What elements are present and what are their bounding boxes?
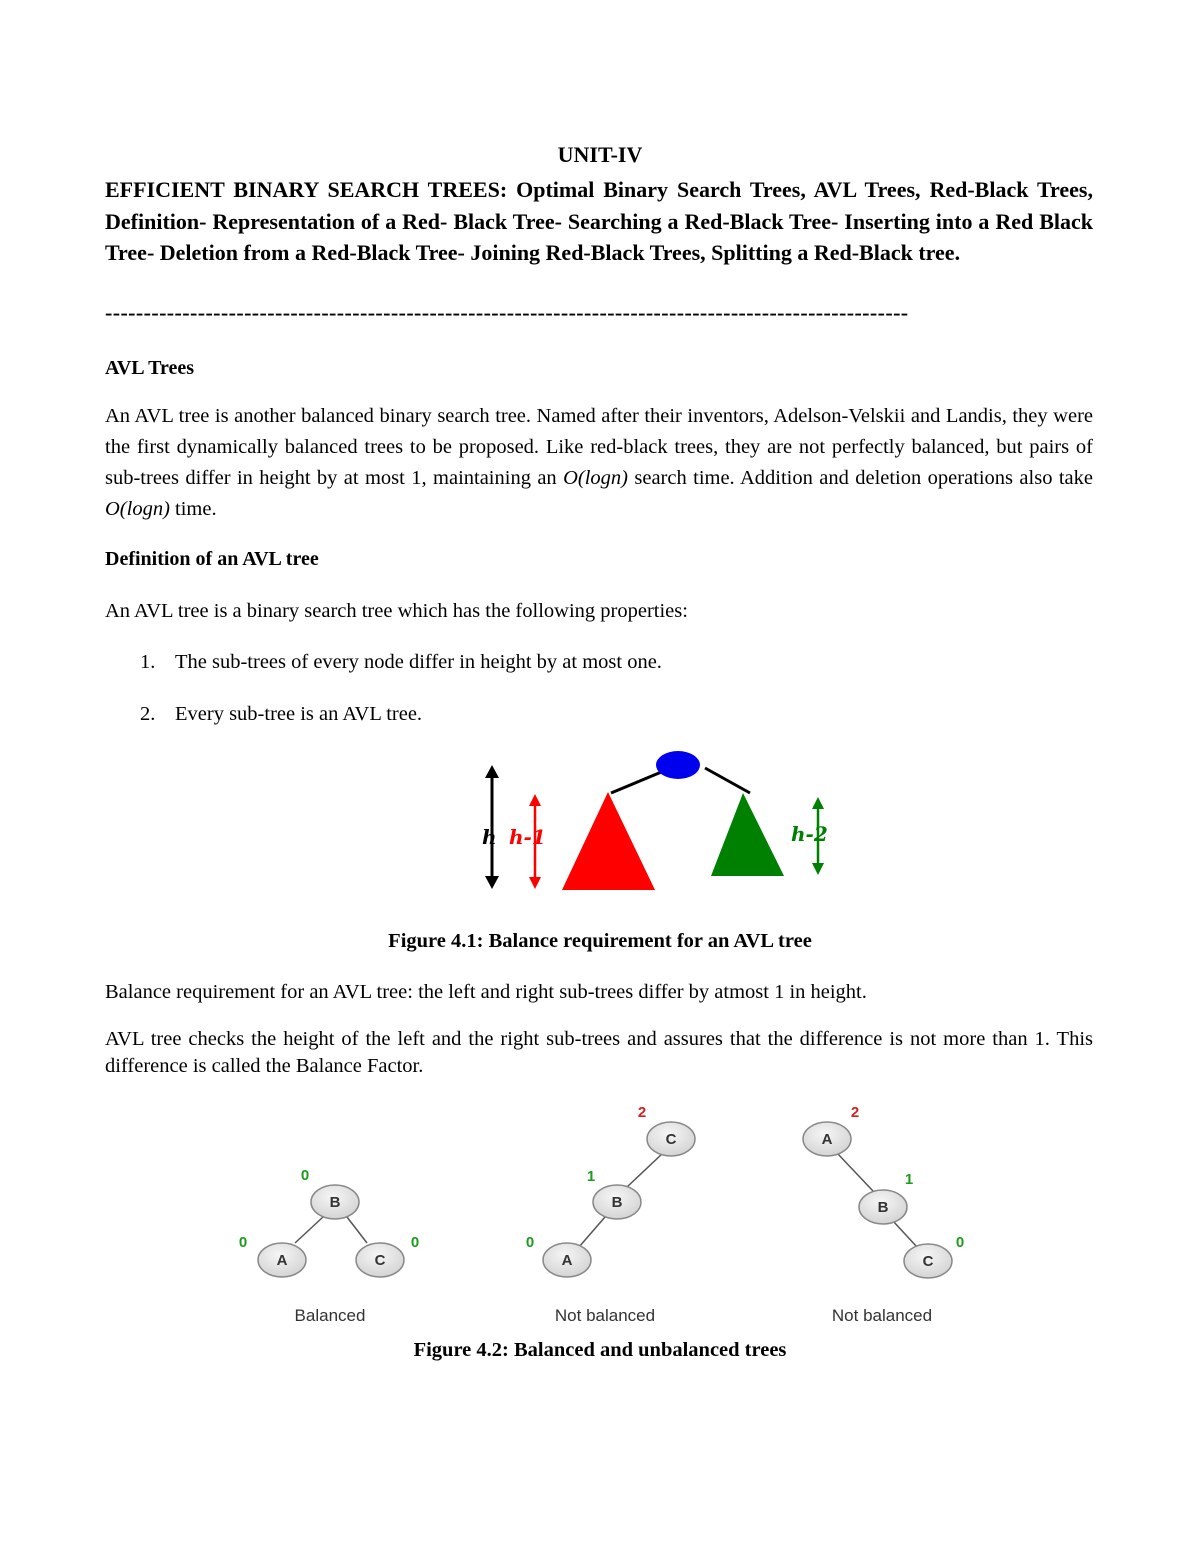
tree-caption: Balanced: [294, 1306, 366, 1325]
balance-factor-label: 1: [586, 1168, 596, 1185]
balance-factor-label: 0: [300, 1167, 310, 1184]
syllabus-paragraph: [105, 174, 1093, 269]
list-item: [140, 651, 662, 674]
root-node: [656, 751, 700, 779]
edge-right: [705, 768, 750, 793]
tree-node: [803, 1122, 851, 1156]
balance-factor-label: 2: [637, 1104, 647, 1121]
balance-factor-label: 1: [904, 1171, 914, 1188]
node-label: A: [561, 1252, 573, 1269]
tree-not-balanced-left: [526, 1104, 695, 1325]
tree-node: [311, 1185, 359, 1219]
tree-not-balanced-right: [803, 1104, 964, 1325]
section-heading-definition: Definition of an AVL tree: [105, 548, 319, 570]
tree-node: [258, 1243, 306, 1277]
balance-factor-label: 0: [238, 1234, 248, 1251]
list-item: [140, 703, 422, 726]
list-item-text: Every sub-tree is an AVL tree.: [175, 703, 423, 725]
figure-2-caption: Figure 4.2: Balanced and unbalanced trees: [413, 1339, 787, 1361]
separator-line: --------------------------------------------------------------------------------------------------------: [105, 300, 909, 325]
figure-balanced-unbalanced-trees: [225, 1095, 985, 1330]
syllabus-body: Optimal Binary Search Trees, AVL Trees, Red-Black Trees, Definition- Representation of a Red- Black Tree- Searching a Red-Black Tree- Inserting into a Red Black Tree- Deletion from a Red-Black Tree- Joining Red-Black Trees, Splitting a Red-Black tree.: [105, 177, 1093, 265]
avl-intro-paragraph: [105, 401, 1093, 525]
node-label: C: [922, 1253, 934, 1270]
tree-balanced: [239, 1167, 419, 1325]
tree-node: [356, 1243, 404, 1277]
node-label: A: [821, 1131, 833, 1148]
tree-node: [593, 1185, 641, 1219]
node-label: B: [877, 1199, 889, 1216]
unit-title: UNIT-IV: [557, 142, 643, 167]
node-label: C: [374, 1252, 386, 1269]
label-h-minus-1: h-1: [509, 825, 546, 849]
balance-factor-label: 2: [850, 1104, 860, 1121]
avl-intro-text-c: search time. Addition and deletion operations also take: [627, 467, 1093, 489]
list-item-text: The sub-trees of every node differ in height by at most one.: [175, 651, 662, 673]
balance-factor-label: 0: [410, 1234, 420, 1251]
tree-caption: Not balanced: [554, 1306, 656, 1325]
balance-factor-paragraph: AVL tree checks the height of the left and the right sub-trees and assures that the difference is not more than 1. This difference is called the Balance Factor.: [105, 1028, 1093, 1077]
avl-intro-text-a: An AVL tree is another balanced binary search tree. Named after their inventors, Adelson-Velskii and Landis, they were the first dynamically balanced trees to be proposed. Like red-black trees, they are not perfectly balanced, but pairs of sub-trees differ in height by at most 1, maintaining an: [105, 405, 1093, 489]
figure-1-caption: Figure 4.1: Balance requirement for an AVL tree: [388, 930, 812, 952]
figure-balance-requirement: [480, 745, 850, 895]
avl-intro-text-e: time.: [169, 498, 217, 520]
balance-requirement-text: Balance requirement for an AVL tree: the left and right sub-trees differ by atmost 1 in height.: [105, 981, 867, 1003]
complexity-logn-2: O(logn): [105, 498, 170, 520]
list-item-number: 2.: [140, 703, 156, 725]
tree-node: [543, 1243, 591, 1277]
tree-node: [859, 1190, 907, 1224]
node-label: B: [611, 1194, 623, 1211]
list-item-number: 1.: [140, 651, 156, 673]
section-heading-avl-trees: AVL Trees: [105, 357, 195, 379]
right-subtree-triangle: [711, 793, 784, 876]
node-label: C: [665, 1131, 677, 1148]
label-h: h: [482, 825, 497, 849]
node-label: B: [329, 1194, 341, 1211]
balance-factor-label: 0: [955, 1234, 965, 1251]
tree-node: [904, 1244, 952, 1278]
node-label: A: [276, 1252, 288, 1269]
tree-node: [647, 1122, 695, 1156]
label-h-minus-2: h-2: [791, 822, 828, 846]
tree-caption: Not balanced: [831, 1306, 933, 1325]
definition-intro: An AVL tree is a binary search tree which has the following properties:: [105, 600, 688, 622]
syllabus-heading: EFFICIENT BINARY SEARCH TREES:: [105, 177, 508, 202]
left-subtree-triangle: [562, 792, 655, 890]
balance-factor-label: 0: [525, 1234, 535, 1251]
complexity-logn-1: O(logn): [563, 467, 628, 489]
